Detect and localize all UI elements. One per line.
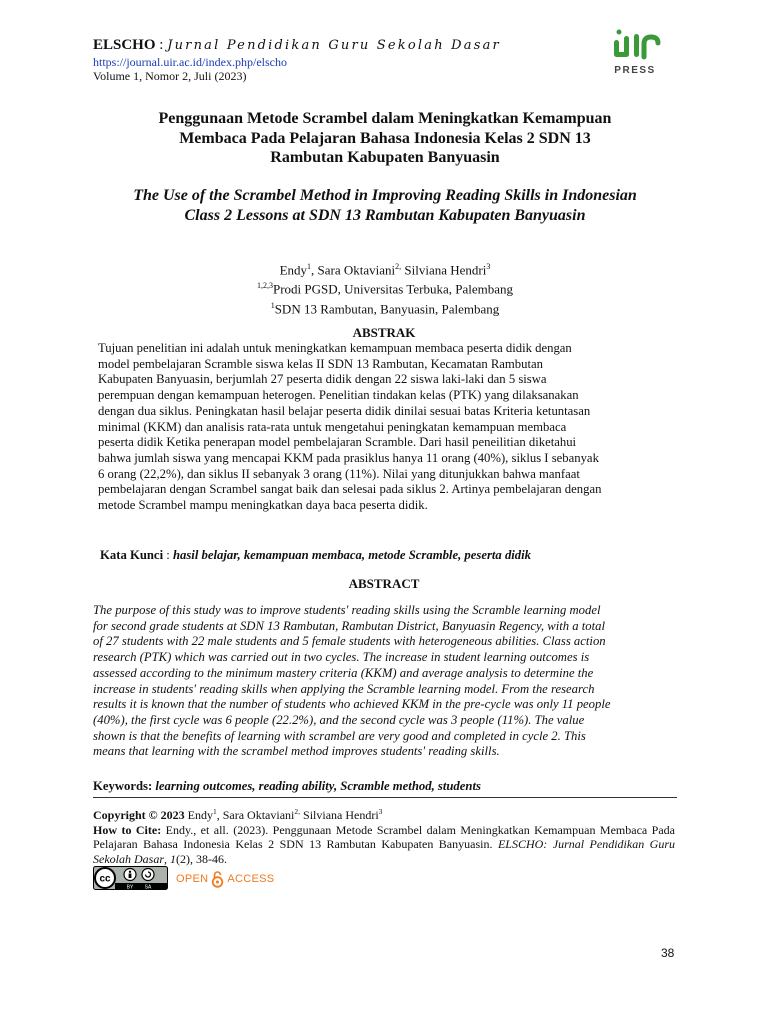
abstrak-line: model pembelajaran Scramble siswa kelas II SDN 13 Rambutan, Kecamatan Rambutan xyxy=(98,356,543,371)
author-block xyxy=(180,259,590,317)
keywords-values: learning outcomes, reading ability, Scramble method, students xyxy=(152,779,481,793)
copyright-label: Copyright © 2023 xyxy=(93,808,185,822)
abstract-line: shown is that the benefits of learning with scrambel are very good and completed in cycle 2. This xyxy=(93,728,586,743)
affiliation-1-text: Prodi PGSD, Universitas Terbuka, Palembang xyxy=(272,281,514,297)
kata-kunci-sep: : xyxy=(163,548,173,562)
author-names xyxy=(180,259,590,278)
abstract-line: means that learning with the scrambel method improves students' reading skills. xyxy=(93,744,500,759)
keywords-label: Keywords: xyxy=(93,779,153,793)
affiliation-2-text: SDN 13 Rambutan, Banyuasin, Palembang xyxy=(274,300,500,316)
journal-url-link[interactable]: https://journal.uir.ac.id/index.php/elscho xyxy=(93,55,287,69)
title-id-line: Rambutan Kabupaten Banyuasin xyxy=(270,149,500,166)
abstrak-line: metode Scrambel mampu meningkatkan daya baca peserta didik. xyxy=(98,498,428,513)
abstrak-line: Tujuan penelitian ini adalah untuk meningkatkan kemampuan membaca peserta didik dengan xyxy=(98,341,572,355)
title-id-line: Penggunaan Metode Scrambel dalam Meningkatkan Kemampuan xyxy=(158,110,612,127)
copyright-author-3: Silviana Hendri xyxy=(300,808,379,822)
abstract-line: research (PTK) which was carried out in two cycles. The increase in student learning outcomes is xyxy=(93,650,590,665)
cc-by-text: BY xyxy=(126,884,134,890)
abstrak-line: bahwa jumlah siswa yang mencapai KKM pada prasiklus hanya 11 orang (40%), siklus I sebanyak xyxy=(98,450,599,465)
uir-press-logo-icon xyxy=(606,26,664,78)
journal-title-line xyxy=(93,36,613,55)
copyright-author-2-sup: 2, xyxy=(294,807,301,816)
abstract-line: increase in students' reading skills when applying the Scramble learning model. From the research xyxy=(93,681,595,696)
copyright-author-3-sup: 3 xyxy=(378,807,383,816)
cc-sa-text: SA xyxy=(144,884,152,890)
author-3: Silviana Hendri xyxy=(401,262,487,278)
page-number: 38 xyxy=(661,946,675,960)
journal-abbr: ELSCHO xyxy=(93,37,156,53)
author-3-sup: 3 xyxy=(486,262,491,271)
divider xyxy=(93,797,677,798)
affiliation-2 xyxy=(180,298,590,317)
cite-volume: 1 xyxy=(170,851,176,866)
author-1: Endy xyxy=(279,262,308,278)
journal-header xyxy=(93,36,613,83)
abstrak-line: 6 orang (22,2%), dan siklus II sebanyak 3 orang (11%). Nilai yang ditunjukkan bahwa manfaat xyxy=(98,466,580,481)
title-indonesian xyxy=(90,109,680,168)
cite-text: Endy., et all. (2023). Penggunaan Metode Scrambel dalam Meningkatkan Kemampuan Membaca Pada Pelajaran Bahasa Indonesia Kelas 2 SDN 13 Rambutan Kabupaten Banyuasin. xyxy=(93,822,675,851)
abstract-line: results it is known that the number of students who achieved KKM in the pre-cycle was only 11 people xyxy=(93,697,611,712)
abstrak-line: minimal (KKM) dan analisis rata-rata untuk mengetahui peningkatan kemampuan membaca xyxy=(98,419,567,434)
affiliation-1-sup: 1,2,3 xyxy=(256,281,273,291)
copyright-author-1: Endy xyxy=(184,808,213,822)
cite-label: How to Cite: xyxy=(93,822,162,837)
abstrak-line: peserta didik Ketika penerapan model pembelajaran Scramble. Dari hasil peneilitian diketahui xyxy=(98,435,577,450)
abstract-heading: ABSTRACT xyxy=(348,576,420,591)
affiliation-1 xyxy=(180,278,590,297)
abstract-line: for second grade students at SDN 13 Rambutan, Rambutan District, Banyuasin Regency, with a total xyxy=(93,618,606,633)
cite-pages: (2), 38-46. xyxy=(176,851,227,866)
abstract-body xyxy=(93,603,675,760)
cite-journal: ELSCHO: Jurnal Pendidikan Guru Sekolah Dasar xyxy=(93,837,675,866)
kata-kunci-label: Kata Kunci xyxy=(100,548,164,562)
copyright-line xyxy=(93,805,675,823)
kata-kunci xyxy=(100,548,670,563)
journal-volume: Volume 1, Nomor 2, Juli (2023) xyxy=(93,69,247,83)
author-2-sup: 2, xyxy=(395,262,402,271)
keywords xyxy=(93,779,673,794)
copyright-author-2: , Sara Oktaviani xyxy=(216,808,295,822)
cc-by-sa-license-icon[interactable] xyxy=(93,866,168,890)
journal-separator: : xyxy=(155,37,168,53)
journal-name: Jurnal Pendidikan Guru Sekolah Dasar xyxy=(167,38,501,53)
title-en-line: The Use of the Scrambel Method in Improving Reading Skills in Indonesian xyxy=(133,187,637,204)
copyright-block xyxy=(93,805,675,866)
open-access-text-1: OPEN xyxy=(176,873,209,885)
how-to-cite xyxy=(93,823,675,867)
title-en-line: Class 2 Lessons at SDN 13 Rambutan Kabupaten Banyuasin xyxy=(184,206,586,224)
abstrak-line: dengan dua siklus. Peningkatan hasil belajar peserta didik dinilai sesuai batas Kriteria ketuntasan xyxy=(98,403,591,418)
abstract-line: of 27 students with 22 male students and 5 female students with heterogeneous abilities. Class action xyxy=(93,634,606,649)
title-id-line: Membaca Pada Pelajaran Bahasa Indonesia Kelas 2 SDN 13 xyxy=(179,129,591,147)
open-access-text-2: ACCESS xyxy=(227,873,275,885)
affiliation-2-sup: 1 xyxy=(270,300,275,310)
open-access-badge[interactable] xyxy=(176,868,274,890)
cite-sep: , xyxy=(164,851,170,866)
open-lock-icon xyxy=(211,870,224,888)
abstrak-line: pembelajaran dengan Scrambel sangat baik dan selesai pada siklus 2. Artinya pembelajaran dengan xyxy=(98,482,602,497)
abstract-line: (40%), the first cycle was 6 people (22.2%), and the second cycle was 3 people (11%). The value xyxy=(93,712,585,727)
abstrak-line: Kabupaten Banyuasin, berjumlah 27 peserta didik dengan 22 siswa laki-laki dan 5 siswa xyxy=(98,372,547,387)
author-1-sup: 1 xyxy=(307,262,312,271)
copyright-author-1-sup: 1 xyxy=(212,807,217,816)
cc-text: cc xyxy=(99,873,111,885)
abstrak-body xyxy=(98,341,665,514)
logo-press-text: PRESS xyxy=(614,65,656,76)
abstrak-line: perempuan dengan kemampuan heterogen. Penelitian tindakan kelas (PTK) yang dilaksanakan xyxy=(98,388,579,403)
title-english xyxy=(80,186,690,225)
abstrak-heading: ABSTRAK xyxy=(352,325,416,340)
kata-kunci-values: hasil belajar, kemampuan membaca, metode Scramble, peserta didik xyxy=(172,548,532,562)
abstract-line: assessed according to the minimum mastery criteria (KKM) and average analysis to determine the xyxy=(93,665,594,680)
abstract-line: The purpose of this study was to improve students' reading skills using the Scramble learning model xyxy=(93,603,601,617)
author-2: , Sara Oktaviani xyxy=(311,262,396,278)
